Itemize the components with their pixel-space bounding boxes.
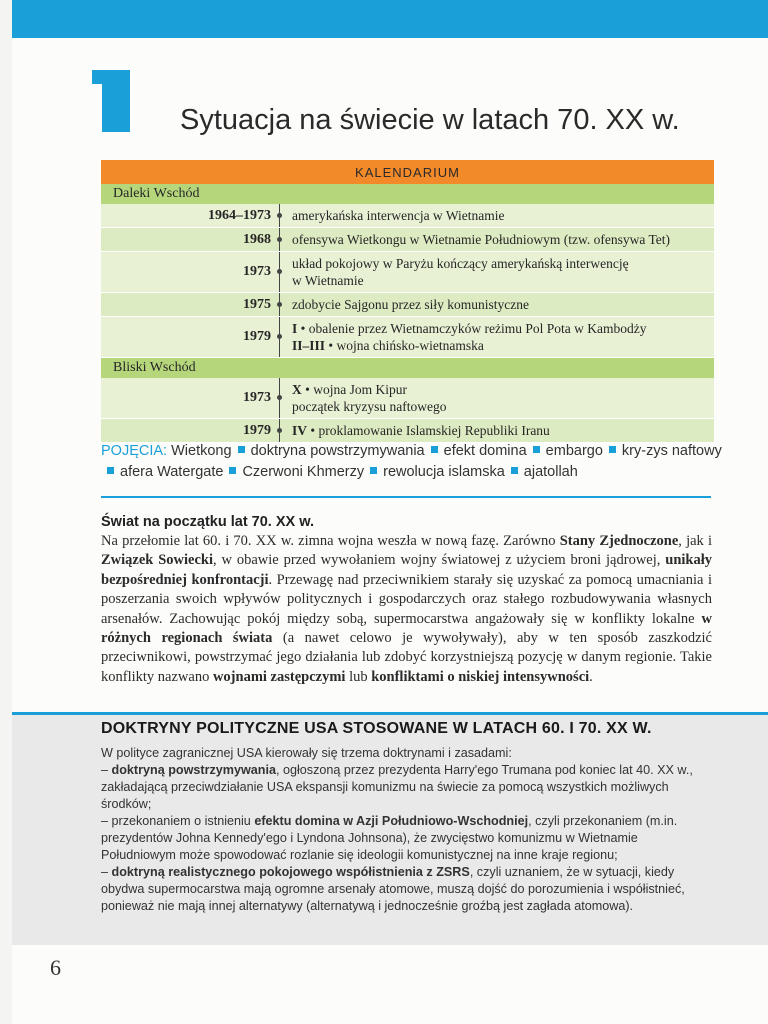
bullet-square-icon bbox=[238, 446, 245, 453]
doctrines-title: DOKTRYNY POLITYCZNE USA STOSOWANE W LATACH 60. I 70. XX W. bbox=[101, 720, 652, 737]
timeline-dot-icon bbox=[279, 204, 292, 227]
page-number: 6 bbox=[50, 955, 61, 980]
bullet-square-icon bbox=[511, 467, 518, 474]
calendar-event bbox=[292, 252, 714, 292]
timeline-dot-icon bbox=[279, 228, 292, 251]
section-paragraph: Na przełomie lat 60. i 70. XX w. zimna wojna weszła w nową fazę. Zarówno Stany Zjednoczone, jak i Związek Sowiecki, w obawie przed wywołaniem wojny światowej z użyciem broni jądrowej, unikały bezpośredniej konfrontacji. Przewagę nad przeciwnikiem starały się uzyskać za pomocą umacniania i poszerzania swoich wpływów politycznych i gospodarczych oraz stałego rozbudowywania własnych arsenałów. Zachowując pokój między sobą, supermocarstwa angażowały się w konflikty lokalne w różnych regionach świata (a nawet celowo je wywoływały), aby w ten sposób zaszkodzić przeciwnikowi, powstrzymać jego działania lub zdobyć korzystniejszą pozycję w danym regionie. Takie konflikty nazwano wojnami zastępczymi lub konfliktami o niskiej intensywności. bbox=[101, 533, 713, 685]
divider bbox=[101, 496, 711, 498]
calendar-event-line: IV • proklamowanie Islamskiej Republiki Iranu bbox=[292, 423, 550, 438]
concept-item: Wietkong bbox=[171, 443, 232, 459]
concept-item: embargo bbox=[545, 443, 603, 459]
calendar-row bbox=[101, 252, 714, 293]
calendar-year: 1979 bbox=[243, 329, 271, 344]
calendar-year: 1973 bbox=[243, 264, 271, 279]
calendar-row bbox=[101, 228, 714, 252]
calendar-event bbox=[292, 317, 714, 357]
calendar-year: 1964–1973 bbox=[208, 207, 271, 223]
calendar-event-line: ofensywa Wietkongu w Wietnamie Południowym (tzw. ofensywa Tet) bbox=[292, 232, 671, 247]
timeline-dot-icon bbox=[279, 252, 292, 292]
bullet-square-icon bbox=[107, 467, 114, 474]
calendar-row bbox=[101, 204, 714, 228]
calendar-year: 1975 bbox=[243, 296, 271, 312]
calendar-event-line: amerykańska interwencja w Wietnamie bbox=[292, 208, 505, 223]
doctrine-item: – doktryną realistycznego pokojowego współistnienia z ZSRS, czyli uznaniem, że w sytuacji, kiedy obydwa supermocarstwa mają ogromne arsenały atomowe, muszą dojść do porozumienia i współistnieć, ponieważ nie mają innej alternatywy (alternatywą i jednocześnie groźbą jest zagłada atomowa). bbox=[101, 865, 685, 913]
concept-item: ajatollah bbox=[523, 464, 578, 480]
calendar-event-line: początek kryzysu naftowego bbox=[292, 399, 447, 414]
chapter-title: Sytuacja na świecie w latach 70. XX w. bbox=[180, 104, 680, 136]
bullet-square-icon bbox=[370, 467, 377, 474]
calendar-event-line: II–III • wojna chińsko-wietnamska bbox=[292, 338, 484, 353]
calendar-header: KALENDARIUM bbox=[101, 160, 714, 184]
calendar-row bbox=[101, 293, 714, 317]
doctrines-text bbox=[101, 745, 713, 915]
calendar-event bbox=[292, 293, 714, 316]
bullet-square-icon bbox=[609, 446, 616, 453]
calendar-section: Bliski Wschód bbox=[101, 358, 714, 378]
concept-item: doktryna powstrzymywania bbox=[250, 443, 425, 459]
timeline-dot-icon bbox=[279, 317, 292, 357]
calendar-event-line: I • obalenie przez Wietnamczyków reżimu Pol Pota w Kambodży bbox=[292, 321, 647, 336]
calendar-event-line: zdobycie Sajgonu przez siły komunistyczne bbox=[292, 297, 529, 312]
concept-item: efekt domina bbox=[443, 443, 527, 459]
concept-item: rewolucja islamska bbox=[383, 464, 505, 480]
calendar-row bbox=[101, 419, 714, 443]
calendar-year: 1979 bbox=[243, 422, 271, 438]
concepts-box bbox=[101, 441, 723, 483]
timeline-dot-icon bbox=[279, 293, 292, 316]
concept-item: Czerwoni Khmerzy bbox=[242, 464, 365, 480]
calendar-row bbox=[101, 378, 714, 419]
timeline-dot-icon bbox=[279, 419, 292, 442]
top-color-bar bbox=[12, 0, 768, 38]
concepts-label: POJĘCIA: bbox=[101, 443, 168, 459]
doctrines-intro: W polityce zagranicznej USA kierowały się trzema doktrynami i zasadami: bbox=[101, 746, 512, 760]
calendar-event bbox=[292, 378, 714, 418]
doctrine-item: – przekonaniem o istnieniu efektu domina w Azji Południowo-Wschodniej, czyli przekonaniem (m.in. prezydentów Johna Kennedy'ego i Lyndona Johnsona), że zwycięstwo komunizmu w Wietnamie Południowym może spowodować rozlanie się ideologii komunistycznej na inne kraje regionu; bbox=[101, 814, 678, 862]
calendar-section: Daleki Wschód bbox=[101, 184, 714, 204]
calendar-event bbox=[292, 228, 714, 251]
bullet-square-icon bbox=[229, 467, 236, 474]
calendar-year: 1973 bbox=[243, 390, 271, 405]
section-heading: Świat na początku lat 70. XX w. bbox=[101, 514, 314, 530]
calendar-table bbox=[101, 160, 714, 443]
calendar-event-line: X • wojna Jom Kipur bbox=[292, 382, 407, 397]
calendar-event-line: w Wietnamie bbox=[292, 273, 364, 288]
chapter-number bbox=[98, 70, 134, 128]
calendar-year: 1968 bbox=[243, 231, 271, 247]
timeline-dot-icon bbox=[279, 378, 292, 418]
bullet-square-icon bbox=[431, 446, 438, 453]
calendar-event-line: układ pokojowy w Paryżu kończący amerykańską interwencję bbox=[292, 256, 629, 271]
concept-item: afera Watergate bbox=[120, 464, 224, 480]
concept-item: kry-zys naftowy bbox=[621, 443, 722, 459]
calendar-event bbox=[292, 419, 714, 442]
calendar-event bbox=[292, 204, 714, 227]
doctrine-item: – doktryną powstrzymywania, ogłoszoną przez prezydenta Harry'ego Trumana pod koniec lat 40. XX w., zakładającą przeciwdziałanie USA ekspansji komunizmu na świecie za pomocą wszystkich możliwych środków; bbox=[101, 763, 693, 811]
calendar-row bbox=[101, 317, 714, 358]
bullet-square-icon bbox=[533, 446, 540, 453]
